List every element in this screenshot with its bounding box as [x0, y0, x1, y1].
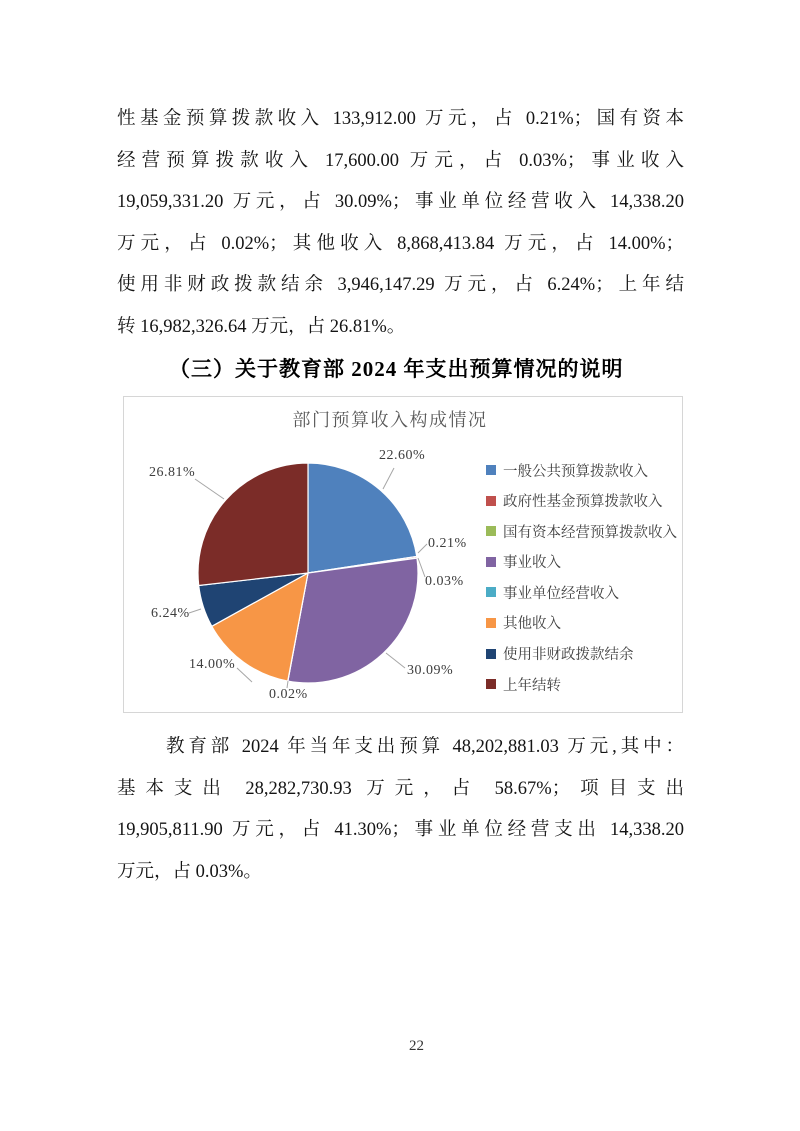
leader-line	[383, 468, 394, 489]
legend-label: 其他收入	[503, 616, 561, 633]
legend-swatch-icon	[486, 679, 496, 689]
legend-label: 使用非财政拨款结余	[503, 647, 634, 664]
legend-item	[486, 524, 677, 541]
page-number: 22	[409, 1038, 424, 1054]
legend-item	[486, 555, 677, 572]
pie-data-label: 0.03%	[425, 574, 464, 589]
leader-line	[418, 558, 425, 577]
legend-label: 国有资本经营预算拨款收入	[503, 524, 677, 541]
legend-item	[486, 463, 677, 480]
text-line: 万元，占 0.03%。	[117, 861, 262, 882]
legend-swatch-icon	[486, 618, 496, 628]
pie-data-label: 22.60%	[379, 448, 426, 463]
paragraph-expenditure	[117, 727, 684, 893]
legend-swatch-icon	[486, 465, 496, 475]
legend-label: 一般公共预算拨款收入	[503, 463, 648, 480]
legend-swatch-icon	[486, 526, 496, 536]
text-line: 教育部 2024 年当年支出预算 48,202,881.03 万元,其中：	[166, 737, 684, 757]
text-line: 使用非财政拨款结余 3,946,147.29 万元，占 6.24%；上年结	[117, 275, 684, 295]
pie-slice-8	[198, 463, 308, 585]
text-line: 基本支出 28,282,730.93 万元，占 58.67%；项目支出	[117, 778, 684, 799]
text-line: 万元，占 0.02%；其他收入 8,868,413.84 万元，占 14.00%；	[117, 233, 684, 254]
leader-line	[386, 653, 405, 668]
legend-label: 政府性基金预算拨款收入	[503, 494, 663, 511]
pie-slice-1	[308, 463, 417, 573]
legend-item	[486, 647, 677, 664]
legend-item	[486, 585, 677, 602]
chart-legend	[486, 463, 677, 708]
pie-data-label: 26.81%	[149, 465, 196, 480]
legend-item	[486, 677, 677, 694]
text-line: 19,905,811.90 万元，占 41.30%；事业单位经营支出 14,338.20	[117, 820, 684, 840]
pie-data-label: 0.02%	[269, 687, 308, 702]
pie-data-label: 30.09%	[407, 663, 454, 678]
pie-data-label: 14.00%	[189, 657, 236, 672]
leader-line	[189, 609, 201, 613]
legend-swatch-icon	[486, 649, 496, 659]
leader-line	[418, 544, 427, 553]
section-heading: （三）关于教育部 2024 年支出预算情况的说明	[169, 357, 624, 381]
legend-swatch-icon	[486, 496, 496, 506]
pie-data-label: 0.21%	[428, 536, 467, 551]
pie-data-label: 6.24%	[151, 606, 190, 621]
pie-chart-panel	[123, 396, 683, 713]
legend-label: 上年结转	[503, 677, 561, 694]
chart-title: 部门预算收入构成情况	[292, 410, 488, 430]
text-line: 性基金预算拨款收入 133,912.00 万元，占 0.21%；国有资本	[117, 109, 684, 129]
legend-item	[486, 494, 677, 511]
leader-line	[237, 668, 252, 682]
legend-swatch-icon	[486, 587, 496, 597]
legend-label: 事业收入	[503, 555, 561, 572]
leader-line	[195, 479, 224, 499]
paragraph-income-breakdown	[117, 99, 684, 348]
legend-item	[486, 616, 677, 633]
text-line: 19,059,331.20 万元，占 30.09%；事业单位经营收入 14,338.20	[117, 192, 684, 212]
text-line: 经营预算拨款收入 17,600.00 万元，占 0.03%；事业收入	[117, 150, 684, 171]
legend-swatch-icon	[486, 557, 496, 567]
legend-label: 事业单位经营收入	[503, 585, 619, 602]
text-line: 转 16,982,326.64 万元，占 26.81%。	[117, 316, 406, 337]
